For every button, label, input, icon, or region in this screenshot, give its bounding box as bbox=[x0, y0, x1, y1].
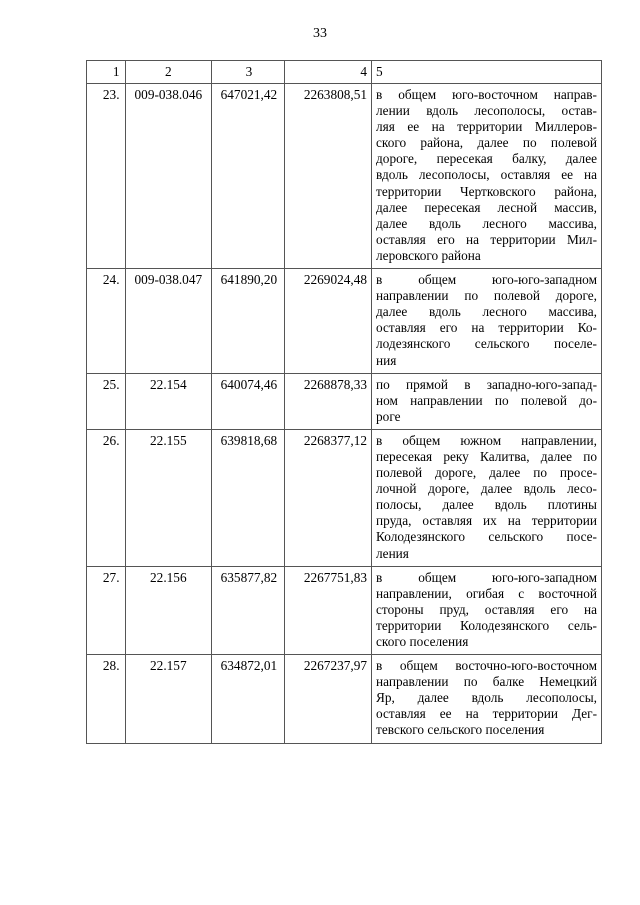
description-line: направлении по полевой дороге, bbox=[376, 288, 597, 304]
column-header: 2 bbox=[125, 61, 212, 84]
description-line: территории Колодезянского сель- bbox=[376, 617, 597, 633]
description-line: ского района, далее по полевой bbox=[376, 135, 597, 151]
table-header-row bbox=[87, 61, 602, 84]
row-number: 27. bbox=[87, 566, 126, 654]
row-number: 26. bbox=[87, 429, 126, 566]
page-number: 33 bbox=[313, 26, 327, 41]
boundary-description bbox=[372, 373, 602, 429]
description-line: пруда, оставляя их на территории bbox=[376, 513, 597, 529]
description-line: далее вдоль лесного массива, bbox=[376, 215, 597, 231]
description-line: далее вдоль лесного массива, bbox=[376, 304, 597, 320]
coordinate-x: 640074,46 bbox=[212, 373, 285, 429]
description-line: пересекая реку Калитва, далее по bbox=[376, 448, 597, 464]
point-code: 22.155 bbox=[125, 429, 212, 566]
point-code: 22.154 bbox=[125, 373, 212, 429]
point-code: 009-038.046 bbox=[125, 84, 212, 269]
coordinate-x: 641890,20 bbox=[212, 269, 285, 374]
description-line: в общем восточно-юго-восточном bbox=[376, 658, 597, 674]
table-row bbox=[87, 84, 602, 269]
coordinate-y: 2267751,83 bbox=[284, 566, 371, 654]
table-body bbox=[87, 84, 602, 744]
column-header: 3 bbox=[212, 61, 285, 84]
description-line: Яр, далее вдоль лесополосы, bbox=[376, 690, 597, 706]
column-header: 4 bbox=[284, 61, 371, 84]
point-code: 22.157 bbox=[125, 655, 212, 743]
description-line: лочной дороге, далее вдоль лесо- bbox=[376, 481, 597, 497]
coordinate-y: 2263808,51 bbox=[284, 84, 371, 269]
description-line: роге bbox=[376, 408, 401, 424]
coordinate-x: 639818,68 bbox=[212, 429, 285, 566]
description-line: направлении, огибая с восточной bbox=[376, 585, 597, 601]
boundary-description bbox=[372, 655, 602, 743]
boundary-description bbox=[372, 566, 602, 654]
description-line: ном направлении по полевой до- bbox=[376, 392, 597, 408]
row-number: 25. bbox=[87, 373, 126, 429]
boundary-description bbox=[372, 84, 602, 269]
description-line: направлении по балке Немецкий bbox=[376, 674, 597, 690]
description-line: лении вдоль лесополосы, остав- bbox=[376, 103, 597, 119]
description-line: лодезянского сельского поселе- bbox=[376, 336, 597, 352]
column-header: 1 bbox=[87, 61, 126, 84]
description-line: Колодезянского сельского посе- bbox=[376, 529, 597, 545]
description-line: далее пересекая лесной массив, bbox=[376, 199, 597, 215]
description-line: оставляя его на территории Мил- bbox=[376, 231, 597, 247]
table-row bbox=[87, 373, 602, 429]
boundary-description bbox=[372, 429, 602, 566]
description-line: дороге, пересекая балку, далее bbox=[376, 151, 597, 167]
coordinate-x: 635877,82 bbox=[212, 566, 285, 654]
description-line: в общем юго-юго-западном bbox=[376, 569, 597, 585]
coordinate-x: 647021,42 bbox=[212, 84, 285, 269]
description-line: в общем юго-юго-западном bbox=[376, 272, 597, 288]
description-line: полосы, далее вдоль плотины bbox=[376, 497, 597, 513]
description-line: в общем юго-восточном направ- bbox=[376, 87, 597, 102]
description-line: полевой дороге, далее по просе- bbox=[376, 465, 597, 481]
description-line: по прямой в западно-юго-запад- bbox=[376, 376, 597, 392]
column-header: 5 bbox=[372, 61, 602, 84]
coordinate-y: 2268878,33 bbox=[284, 373, 371, 429]
table-row bbox=[87, 269, 602, 374]
description-line: тевского сельского поселения bbox=[376, 722, 545, 738]
boundary-table bbox=[86, 60, 602, 744]
table-row bbox=[87, 566, 602, 654]
description-line: ления bbox=[376, 545, 409, 561]
description-line: оставляя его на территории Ко- bbox=[376, 320, 597, 336]
point-code: 009-038.047 bbox=[125, 269, 212, 374]
description-line: ния bbox=[376, 352, 397, 368]
row-number: 23. bbox=[87, 84, 126, 269]
description-line: ляя ее на территории Миллеров- bbox=[376, 119, 597, 135]
coordinate-y: 2267237,97 bbox=[284, 655, 371, 743]
description-line: вдоль лесополосы, оставляя ее на bbox=[376, 167, 597, 183]
description-line: в общем южном направлении, bbox=[376, 432, 597, 448]
coordinate-y: 2268377,12 bbox=[284, 429, 371, 566]
description-line: стороны пруд, оставляя его на bbox=[376, 601, 597, 617]
row-number: 24. bbox=[87, 269, 126, 374]
point-code: 22.156 bbox=[125, 566, 212, 654]
description-line: территории Чертковского района, bbox=[376, 183, 597, 199]
row-number: 28. bbox=[87, 655, 126, 743]
table-row bbox=[87, 655, 602, 743]
coordinate-y: 2269024,48 bbox=[284, 269, 371, 374]
description-line: ского поселения bbox=[376, 634, 469, 649]
description-line: леровского района bbox=[376, 247, 481, 263]
description-line: оставляя ее на территории Дег- bbox=[376, 706, 597, 722]
coordinate-x: 634872,01 bbox=[212, 655, 285, 743]
table-row bbox=[87, 429, 602, 566]
boundary-description bbox=[372, 269, 602, 374]
